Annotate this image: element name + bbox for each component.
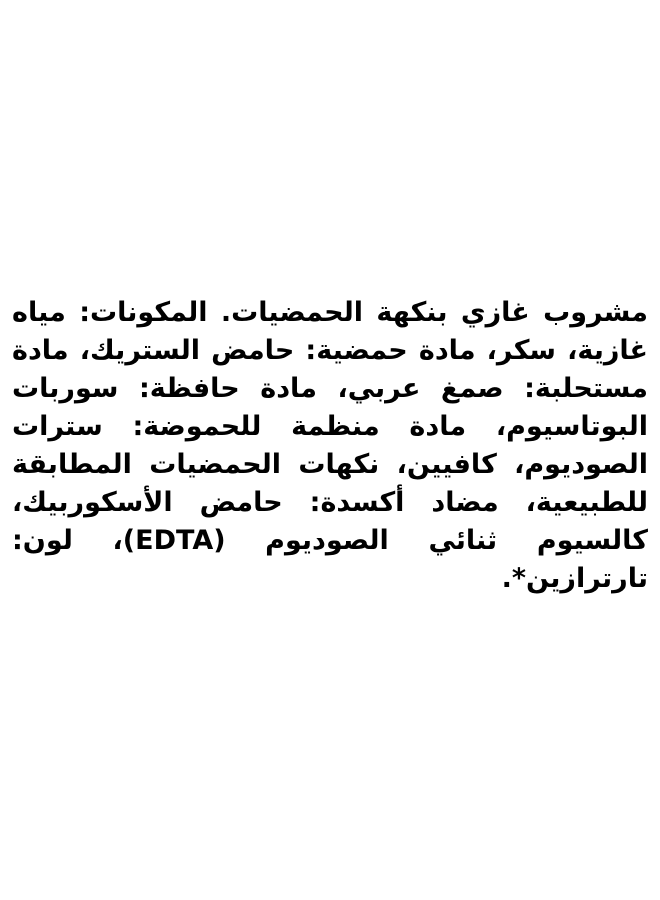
ingredients-paragraph: مشروب غازي بنكهة الحمضيات. المكونات: مياه غازية، سكر، مادة حمضية: حامض الستريك، مادة مستحلبة: صمغ عربي، مادة حافظة: سوربات البوتاسيوم، مادة منظمة للحموضة: سترات الصوديوم، كافيين، نكهات الحمضيات المطابقة للطبيعية، مضاد أكسدة: حامض الأسكوربيك، كالسيوم ثنائي الصوديوم (EDTA)، لون: تارترازين*. xyxy=(12,297,649,594)
